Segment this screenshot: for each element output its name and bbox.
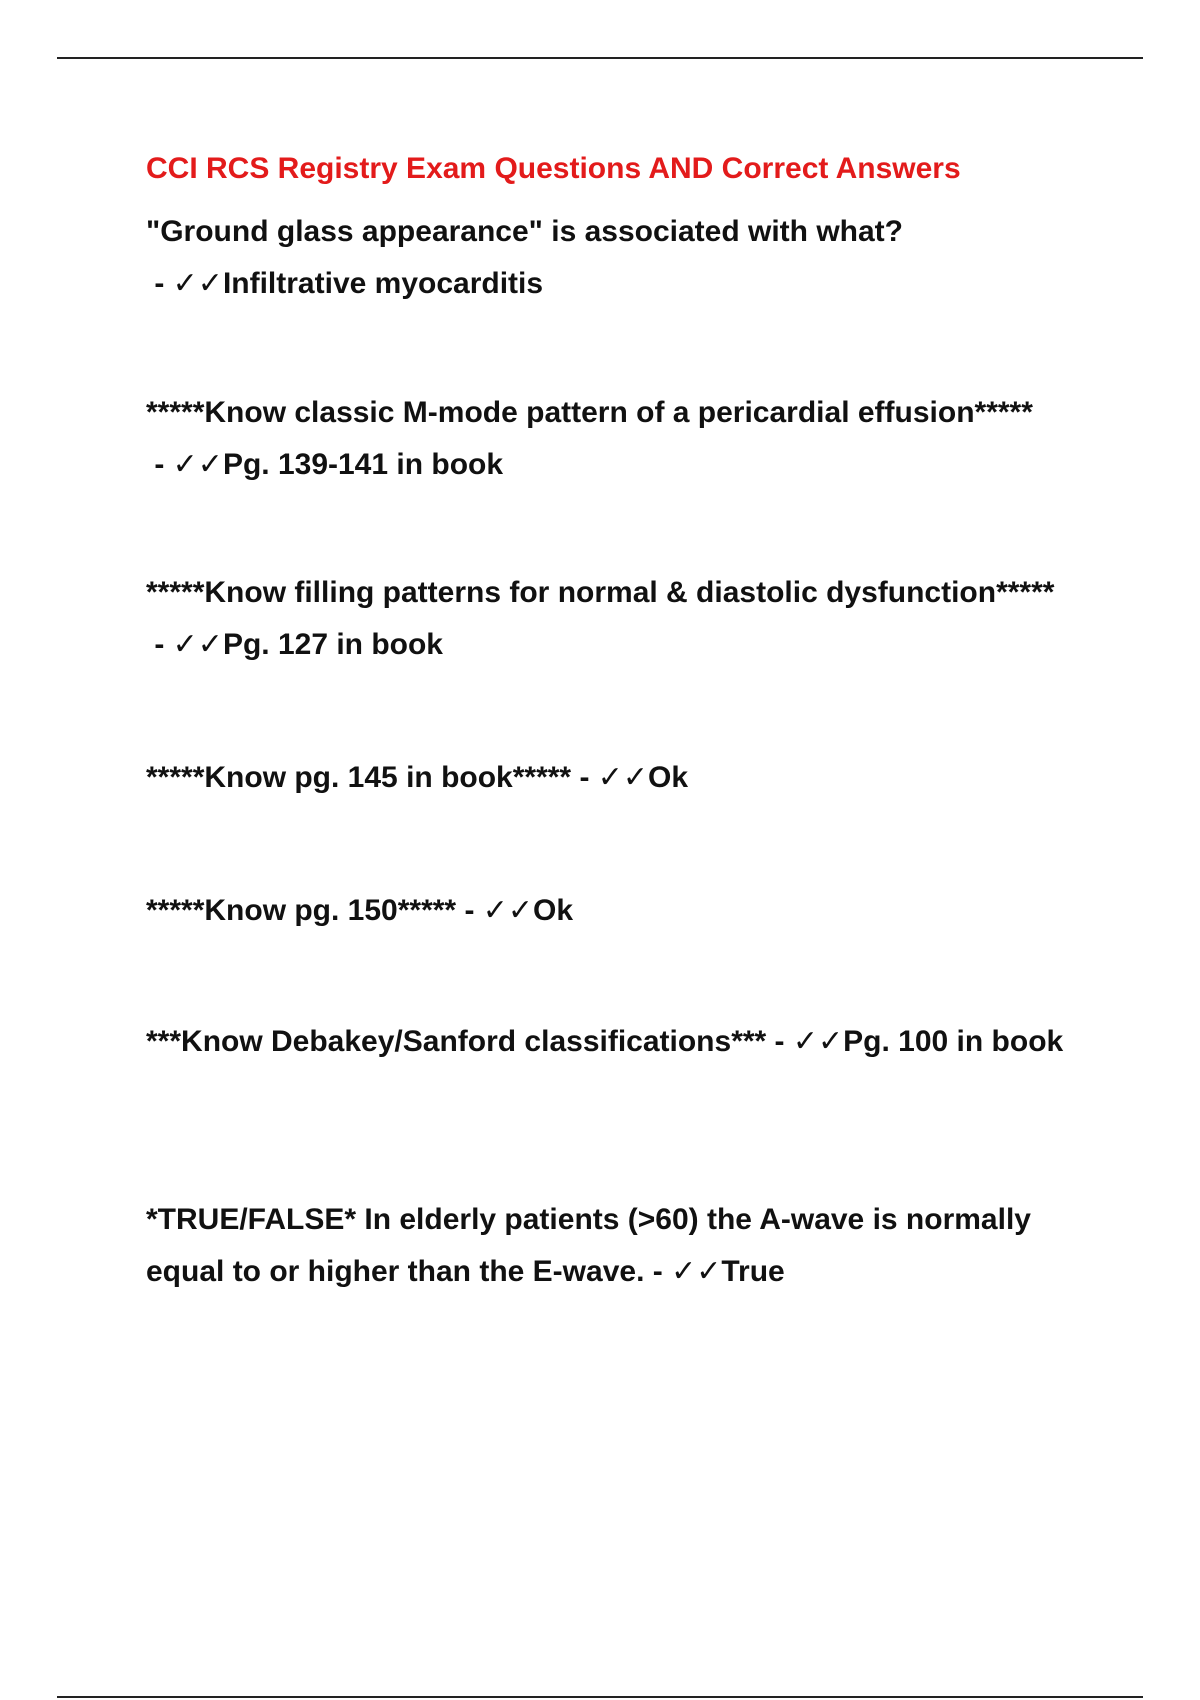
answer-separator: - <box>456 894 483 927</box>
question-text: *****Know classic M-mode pattern of a pericardial effusion***** <box>146 396 1033 429</box>
answer-separator: - <box>766 1025 793 1058</box>
answer-separator: - <box>146 267 173 300</box>
question-text: *****Know filling patterns for normal & diastolic dysfunction***** <box>146 576 1055 609</box>
answer-text: ✓✓Pg. 127 in book <box>172 628 443 661</box>
qa-item <box>146 752 1106 804</box>
footer-rule <box>57 1696 1143 1698</box>
question-text: "Ground glass appearance" is associated with what? <box>146 215 903 248</box>
answer-text: ✓✓Ok <box>597 761 689 794</box>
question-text: *TRUE/FALSE* In elderly patients (>60) the A-wave is normally equal to or higher than the E-wave. <box>146 1203 1031 1288</box>
answer-text: ✓✓Infiltrative myocarditis <box>172 267 544 300</box>
answer-text: ✓✓Pg. 139-141 in book <box>172 448 504 481</box>
header-rule <box>57 57 1143 59</box>
qa-item <box>146 1194 1106 1298</box>
question-text: ***Know Debakey/Sanford classifications*** <box>146 1025 767 1058</box>
qa-item <box>146 1018 1106 1066</box>
question-text: *****Know pg. 145 in book***** <box>146 761 572 794</box>
answer-separator: - <box>644 1255 672 1288</box>
answer-separator: - <box>146 448 173 481</box>
document-title: CCI RCS Registry Exam Questions AND Correct Answers <box>146 152 961 185</box>
answer-text: ✓✓True <box>671 1255 785 1288</box>
answer-text: ✓✓Ok <box>482 894 574 927</box>
answer-text: ✓✓Pg. 100 in book <box>792 1025 1064 1058</box>
answer-separator: - <box>146 628 173 661</box>
qa-item <box>146 206 1106 310</box>
qa-item <box>146 387 1106 491</box>
question-text: *****Know pg. 150***** <box>146 894 457 927</box>
qa-item <box>146 567 1106 671</box>
answer-separator: - <box>571 761 598 794</box>
qa-item <box>146 885 1106 937</box>
